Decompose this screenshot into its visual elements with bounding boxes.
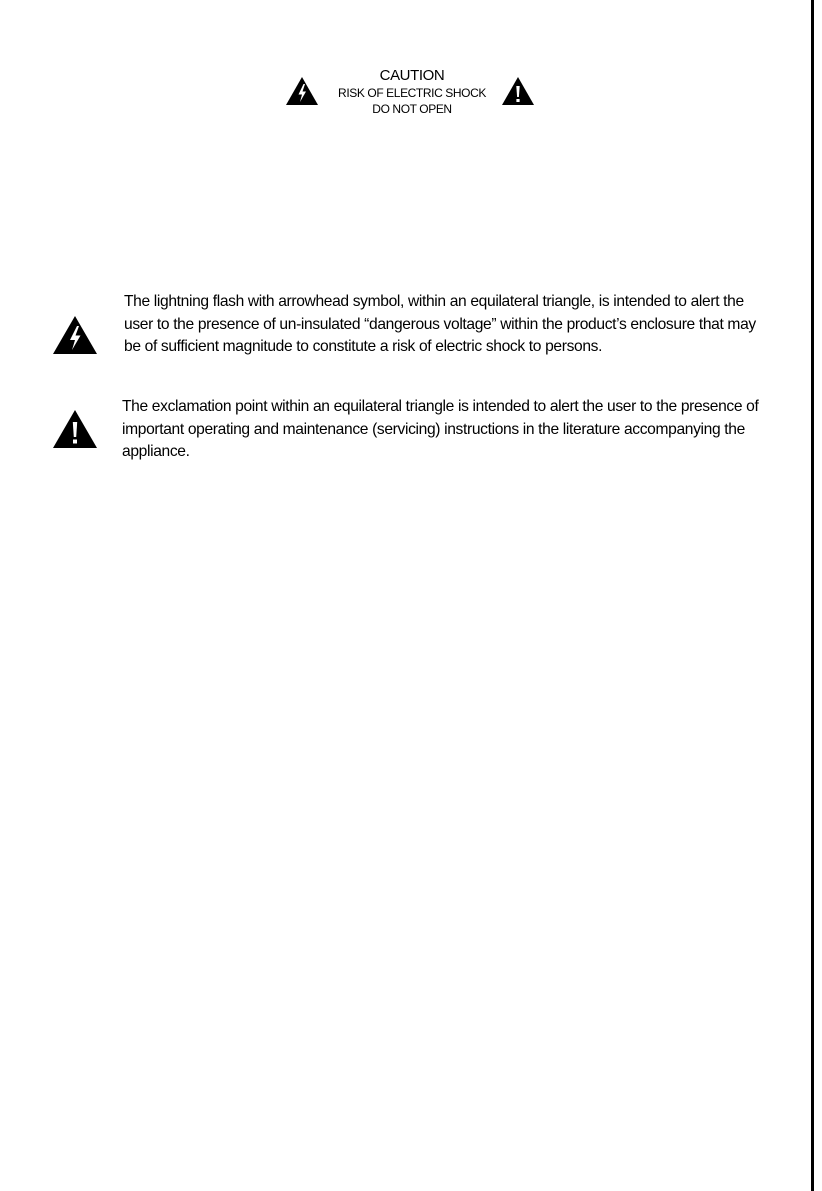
caution-title: CAUTION [379,67,445,84]
caution-label [285,64,537,120]
lightning-warning-icon [52,315,98,355]
page-edge-line [811,0,814,1191]
caution-risk-line: RISK OF ELECTRIC SHOCK [338,86,486,100]
lightning-warning-icon [285,76,319,106]
exclamation-warning-icon [501,76,535,106]
lightning-symbol-text: The lightning flash with arrowhead symbol, within an equilateral triangle, is intended to alert the user to the presence of un-insulated “dangerous voltage” within the product’s enclosure that may be of sufficient magnitude to constitute a risk of electric shock to persons. [124,293,756,355]
caution-text [329,64,495,117]
exclamation-symbol-text: The exclamation point within an equilateral triangle is intended to alert the user to the presence of important operating and maintenance (servicing) instructions in the literature accompanying the appliance. [122,398,759,460]
caution-do-not-open-line: DO NOT OPEN [372,102,452,116]
exclamation-warning-icon [52,409,98,449]
